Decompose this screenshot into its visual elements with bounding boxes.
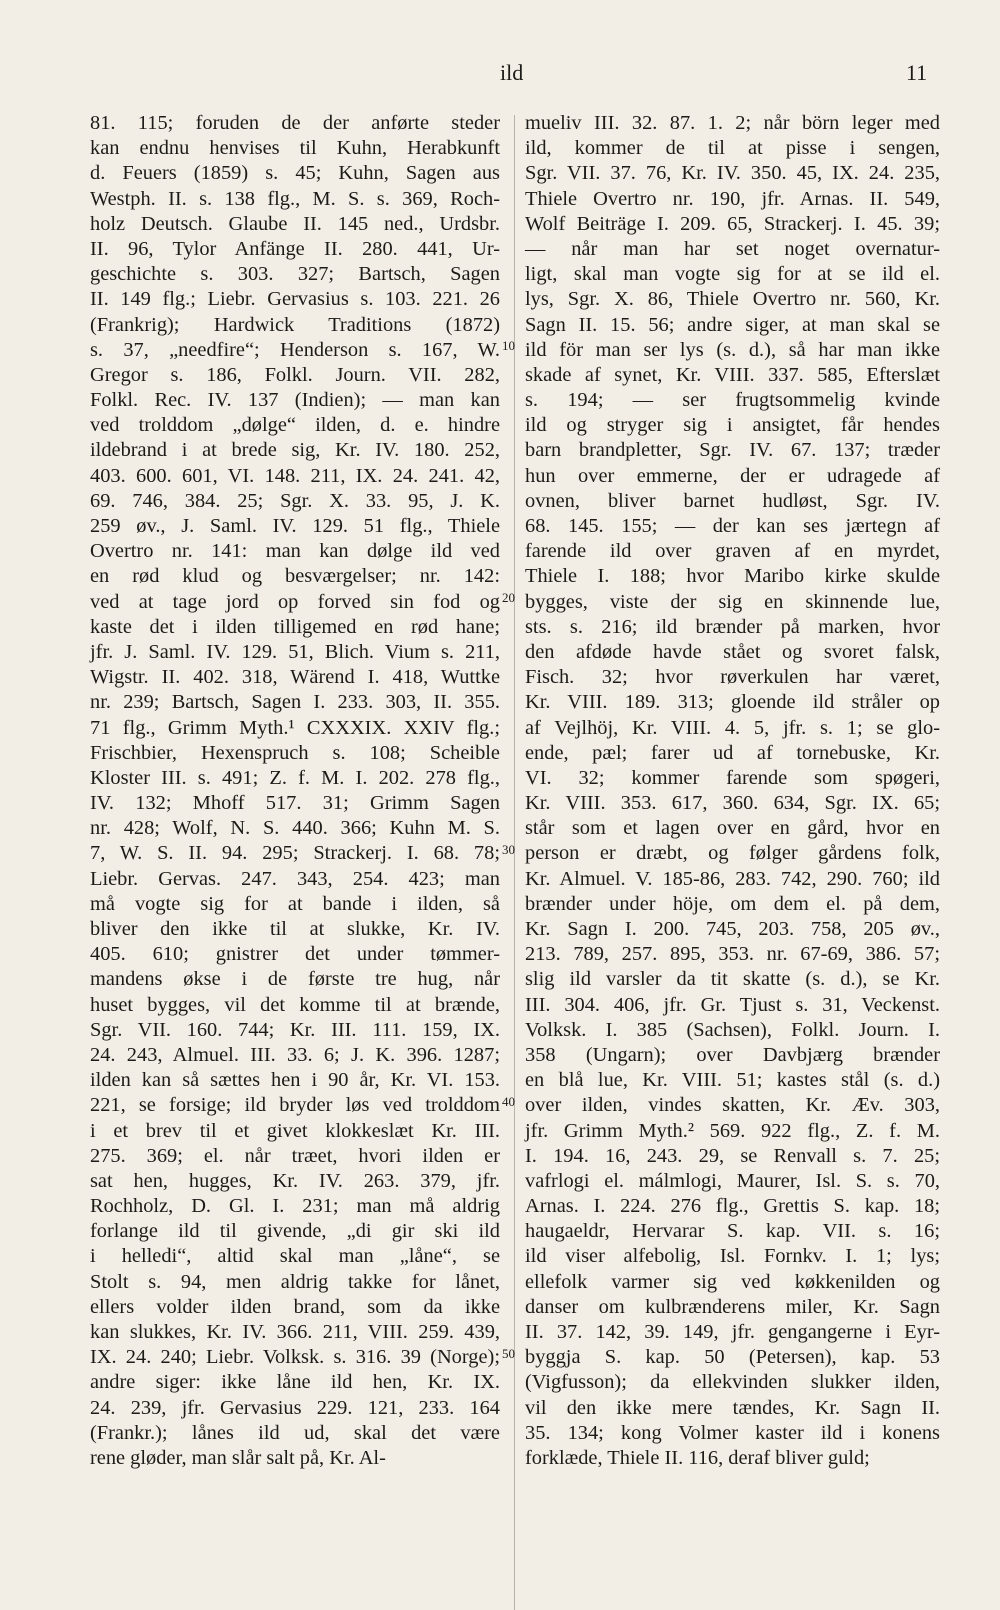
text-line: ilden kan så sættes hen i 90 år, Kr. VI. 153. [90, 1069, 500, 1092]
text-line: nr. 428; Wolf, N. S. 440. 366; Kuhn M. S. [90, 817, 500, 840]
text-line: 81. 115; foruden de der anførte steder [90, 112, 500, 134]
text-line: ved trolddom „dølge“ ilden, d. e. hindre [90, 414, 500, 437]
text-line: ellefolk varmer sig ved køkkenilden og [525, 1270, 940, 1293]
text-line: 24. 243, Almuel. III. 33. 6; J. K. 396. 1287; [90, 1043, 500, 1066]
text-line: II. 96, Tylor Anfänge II. 280. 441, Ur- [90, 237, 500, 260]
text-line: 403. 600. 601, VI. 148. 211, IX. 24. 241. 42, [90, 464, 500, 487]
text-line: kan endnu henvises til Kuhn, Herabkunft [90, 137, 500, 160]
text-line: forklæde, Thiele II. 116, deraf bliver guld; [525, 1446, 870, 1469]
text-line: ende, pæl; farer ud af tornebuske, Kr. [525, 741, 940, 764]
text-line: ild, kommer de til at pisse i sengen, [525, 137, 940, 160]
text-line: vil den ikke mere tændes, Kr. Sagn II. [525, 1396, 940, 1419]
text-line: jfr. Grimm Myth.² 569. 922 flg., Z. f. M. [525, 1119, 940, 1142]
text-line: farende ild over graven af en myrdet, [525, 540, 940, 563]
text-line: Thiele I. 188; hvor Maribo kirke skulde [525, 565, 940, 588]
text-line: mueliv III. 32. 87. 1. 2; når börn leger med [525, 112, 940, 134]
text-line: holz Deutsch. Glaube II. 145 ned., Urdsbr. [90, 212, 500, 235]
text-line: (Vigfusson); da ellekvinden slukker ilden, [525, 1371, 940, 1394]
text-line: Stolt s. 94, men aldrig takke for lånet, [90, 1270, 500, 1293]
text-line: (Frankr.); lånes ild ud, skal det være [90, 1421, 500, 1444]
left-column [90, 111, 500, 1471]
text-line: 358 (Ungarn); over Davbjærg brænder [525, 1043, 940, 1066]
page-number: 11 [906, 60, 928, 85]
text-line: haugaeldr, Hervarar S. kap. VII. s. 16; [525, 1220, 940, 1243]
text-line: står som et lagen over en gård, hvor en [525, 817, 940, 840]
text-line: skade af synet, Kr. VIII. 337. 585, Efterslæt [525, 363, 940, 386]
text-line: andre siger: ikke låne ild hen, Kr. IX. [90, 1371, 500, 1394]
text-line: Kr. VIII. 189. 313; gloende ild stråler op [525, 691, 940, 714]
text-line: 24. 239, jfr. Gervasius 229. 121, 233. 164 [90, 1396, 500, 1419]
text-line: kan slukkes, Kr. IV. 366. 211, VIII. 259. 439, [90, 1321, 500, 1343]
text-line: d. Feuers (1859) s. 45; Kuhn, Sagen aus [90, 162, 500, 185]
text-line: Frischbier, Hexenspruch s. 108; Scheible [90, 741, 500, 764]
text-line: II. 149 flg.; Liebr. Gervasius s. 103. 221. 26 [90, 288, 500, 311]
text-line: ild og stryger sig i ansigtet, får hendes [525, 414, 940, 437]
text-line: bygges, viste der sig en skinnende lue, [525, 590, 940, 613]
text-line: jfr. J. Saml. IV. 129. 51, Blich. Vium s. 211, [90, 640, 500, 663]
text-line: 259 øv., J. Saml. IV. 129. 51 flg., Thiele [90, 515, 500, 537]
line-number: 10 [502, 338, 515, 353]
text-line: IV. 132; Mhoff 517. 31; Grimm Sagen [90, 792, 500, 815]
text-line: Sagn II. 15. 56; andre siger, at man skal se [525, 313, 940, 336]
text-line: 35. 134; kong Volmer kaster ild i konens [525, 1421, 940, 1444]
text-line: Arnas. I. 224. 276 flg., Grettis S. kap. 18; [525, 1195, 940, 1218]
text-line: III. 304. 406, jfr. Gr. Tjust s. 31, Veckenst. [525, 993, 940, 1016]
text-line: person er dræbt, og følger gårdens folk, [525, 842, 940, 865]
text-line: Overtro nr. 141: man kan dølge ild ved [90, 540, 500, 563]
text-line: VI. 32; kommer farende som spøgeri, [525, 766, 940, 789]
text-line: 221, se forsige; ild bryder løs ved trolddom [90, 1094, 500, 1117]
text-line: IX. 24. 240; Liebr. Volksk. s. 316. 39 (Norge); [90, 1346, 500, 1369]
text-line: 213. 789, 257. 895, 353. nr. 67-69, 386. 57; [525, 943, 940, 966]
text-line: — når man har set noget overnatur- [525, 237, 940, 260]
text-line: Gregor s. 186, Folkl. Journ. VII. 282, [90, 363, 500, 386]
text-line: 405. 610; gnistrer det under tømmer- [90, 943, 500, 966]
text-line: Kr. Sagn I. 200. 745, 203. 758, 205 øv., [525, 918, 940, 940]
text-line: Kr. Almuel. V. 185-86, 283. 742, 290. 760; ild [525, 867, 940, 890]
text-line: slig ild varsler da tit skatte (s. d.), se Kr. [525, 968, 940, 991]
text-line: danser om kulbrænderens miler, Kr. Sagn [525, 1295, 940, 1318]
text-line: 71 flg., Grimm Myth.¹ CXXXIX. XXIV flg.; [90, 716, 500, 739]
text-line: kaste det i ilden tilligemed en rød hane; [90, 615, 500, 638]
text-line: rene gløder, man slår salt på, Kr. Al- [90, 1446, 386, 1469]
text-line: Liebr. Gervas. 247. 343, 254. 423; man [90, 867, 500, 890]
text-line: bliver den ikke til at slukke, Kr. IV. [90, 918, 500, 940]
text-line: i et brev til et givet klokkeslæt Kr. III. [90, 1119, 500, 1142]
line-number: 20 [502, 590, 515, 605]
text-line: vafrlogi el. málmlogi, Maurer, Isl. S. s. 70, [525, 1169, 940, 1192]
text-line: ild viser alfebolig, Isl. Fornkv. I. 1; lys; [525, 1245, 940, 1268]
text-line: en rød klud og besværgelser; nr. 142: [90, 565, 500, 588]
text-line: 275. 369; el. når træet, hvori ilden er [90, 1144, 500, 1167]
line-number: 50 [502, 1346, 515, 1361]
text-line: s. 194; — ser frugtsommelig kvinde [525, 389, 940, 412]
text-line: ild för man ser lys (s. d.), så har man ikke [525, 338, 940, 361]
text-line: den afdøde havde stået og svoret falsk, [525, 640, 940, 663]
text-line: ildebrand i at brede sig, Kr. IV. 180. 252, [90, 439, 500, 462]
text-line: sts. s. 216; ild brænder på marken, hvor [525, 615, 940, 638]
text-line: ved at tage jord op forved sin fod og [90, 590, 500, 613]
text-line: Kloster III. s. 491; Z. f. M. I. 202. 278 flg., [90, 766, 500, 789]
text-line: Sgr. VII. 160. 744; Kr. III. 111. 159, IX. [90, 1018, 500, 1041]
text-line: huset bygges, vil det komme til at brænde, [90, 993, 500, 1016]
text-line: I. 194. 16, 243. 29, se Renvall s. 7. 25; [525, 1144, 940, 1167]
text-line: Volksk. I. 385 (Sachsen), Folkl. Journ. I. [525, 1018, 940, 1041]
text-line: hun over emmerne, der er udragede af [525, 464, 940, 487]
text-line: i helledi“, altid skal man „låne“, se [90, 1245, 500, 1268]
text-line: (Frankrig); Hardwick Traditions (1872) [90, 313, 500, 336]
text-line: 7, W. S. II. 94. 295; Strackerj. I. 68. 78; [90, 842, 500, 865]
text-line: II. 37. 142, 39. 149, jfr. gengangerne i Eyr- [525, 1321, 940, 1343]
text-line: 68. 145. 155; — der kan ses jærtegn af [525, 515, 940, 537]
text-line: Wigstr. II. 402. 318, Wärend I. 418, Wuttke [90, 666, 500, 689]
text-line: Fisch. 32; hvor røverkulen har været, [525, 666, 940, 689]
text-line: over ilden, vindes skatten, Kr. Æv. 303, [525, 1094, 940, 1117]
text-line: byggja S. kap. 50 (Petersen), kap. 53 [525, 1346, 940, 1369]
running-header-word: ild [500, 60, 524, 85]
text-line: må vogte sig for at bande i ilden, så [90, 892, 500, 915]
text-line: ellers volder ilden brand, som da ikke [90, 1295, 500, 1318]
text-line: forlange ild til givende, „di gir ski ild [90, 1220, 500, 1243]
text-line: lys, Sgr. X. 86, Thiele Overtro nr. 560, Kr. [525, 288, 940, 311]
text-line: sat hen, hugges, Kr. IV. 263. 379, jfr. [90, 1169, 500, 1192]
right-column [525, 111, 940, 1471]
line-number: 40 [502, 1094, 515, 1109]
text-line: ligt, skal man vogte sig for at se ild el. [525, 263, 940, 286]
text-line: ovnen, bliver barnet hudløst, Sgr. IV. [525, 489, 940, 512]
text-line: nr. 239; Bartsch, Sagen I. 233. 303, II. 355. [90, 691, 500, 714]
text-line: af Vejlhöj, Kr. VIII. 4. 5, jfr. s. 1; se glo- [525, 716, 940, 739]
text-line: Westph. II. s. 138 flg., M. S. s. 369, Roch- [90, 187, 500, 210]
text-line: brænder under höje, om dem el. på dem, [525, 892, 940, 915]
text-line: s. 37, „needfire“; Henderson s. 167, W. [90, 338, 500, 361]
text-line: 69. 746, 384. 25; Sgr. X. 33. 95, J. K. [90, 489, 500, 512]
text-line: barn brandpletter, Sgr. IV. 67. 137; træder [525, 439, 940, 462]
text-line: Kr. VIII. 353. 617, 360. 634, Sgr. IX. 65; [525, 792, 940, 815]
text-line: Sgr. VII. 37. 76, Kr. IV. 350. 45, IX. 24. 235, [525, 162, 940, 185]
text-line: geschichte s. 303. 327; Bartsch, Sagen [90, 263, 500, 286]
text-line: Folkl. Rec. IV. 137 (Indien); — man kan [90, 389, 500, 412]
text-line: Rochholz, D. Gl. I. 231; man må aldrig [90, 1195, 500, 1218]
text-line: Wolf Beiträge I. 209. 65, Strackerj. I. 45. 39; [525, 212, 940, 235]
text-line: Thiele Overtro nr. 190, jfr. Arnas. II. 549, [525, 187, 940, 210]
text-line: en blå lue, Kr. VIII. 51; kastes stål (s. d.) [525, 1069, 940, 1092]
line-number: 30 [502, 842, 515, 857]
text-line: mandens økse i de første tre hug, når [90, 968, 500, 991]
